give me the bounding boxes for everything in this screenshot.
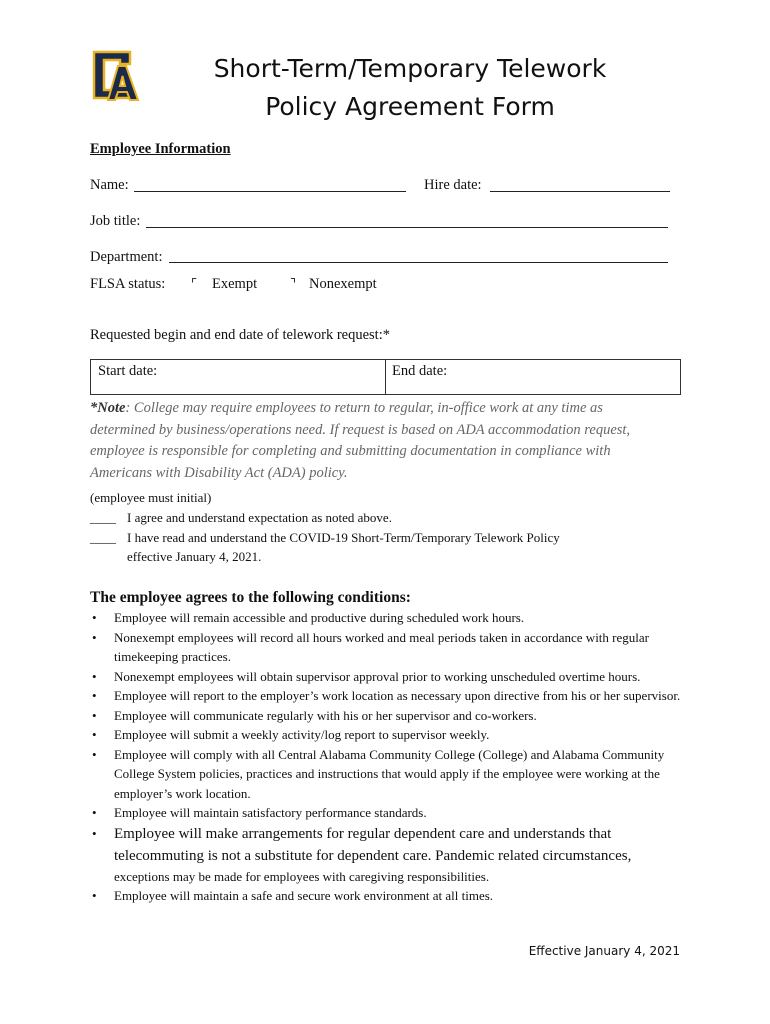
initial-item-2-line-1: I have read and understand the COVID-19 Short-Term/Temporary Telework Policy [127, 530, 560, 545]
end-date-field[interactable] [385, 359, 681, 395]
name-field[interactable] [134, 191, 406, 192]
dependent-care-line-3: exceptions may be made for employees with caregiving responsibilities. [114, 868, 490, 884]
title-line-1: Short-Term/Temporary Telework [213, 54, 607, 83]
page-title [130, 50, 690, 126]
initial-blank-2[interactable]: ____ [90, 530, 116, 545]
condition-item: • Employee will report to the employer’s work location as necessary upon directive from his or her supervisor. [90, 686, 690, 706]
job-title-label: Job title: [90, 213, 141, 229]
exempt-label: Exempt [212, 276, 258, 292]
nonexempt-checkbox[interactable]: ⌝ [290, 277, 297, 292]
initial-instruction: (employee must initial) [90, 490, 212, 505]
condition-item: • Employee will maintain satisfactory performance standards. [90, 803, 690, 823]
condition-item: • Employee will submit a weekly activity/log report to supervisor weekly. [90, 725, 690, 745]
hire-date-label: Hire date: [424, 177, 482, 193]
end-date-label: End date: [392, 363, 448, 379]
condition-item: • Employee will communicate regularly with his or her supervisor and co-workers. [90, 706, 690, 726]
initial-item-2-line-2: effective January 4, 2021. [127, 549, 262, 564]
initial-item-1: I agree and understand expectation as noted above. [127, 510, 392, 525]
condition-item: • Nonexempt employees will obtain supervisor approval prior to working unscheduled overtime hours. [90, 667, 690, 687]
exempt-checkbox[interactable]: ⌜ [191, 277, 198, 292]
conditions-heading: The employee agrees to the following conditions: [90, 589, 411, 606]
start-date-field[interactable] [90, 359, 386, 395]
date-request-prompt: Requested begin and end date of telework request:* [90, 327, 390, 343]
nonexempt-label: Nonexempt [309, 276, 377, 292]
condition-item-dependent-care [90, 823, 690, 887]
note-line-2: determined by business/operations need. If request is based on ADA accommodation request, [90, 421, 631, 438]
condition-item: • Employee will comply with all Central Alabama Community College (College) and Alabama Community College System policies, practices and instructions that would apply if the employee were working at the employer’s work location. [90, 745, 690, 804]
note-line-1: : College may require employees to return to regular, in-office work at any time as [125, 400, 603, 416]
dependent-care-line-2: telecommuting is not a substitute for dependent care. Pandemic related circumstances, [114, 847, 632, 864]
note-line-4: Americans with Disability Act (ADA) policy. [90, 464, 348, 481]
note-lead: *Note [90, 400, 126, 416]
name-label: Name: [90, 177, 129, 193]
hire-date-field[interactable] [490, 191, 670, 192]
start-date-label: Start date: [98, 363, 158, 379]
title-line-2: Policy Agreement Form [265, 92, 555, 121]
effective-date-footer: Effective January 4, 2021 [528, 944, 680, 958]
condition-item: • Employee will remain accessible and productive during scheduled work hours. [90, 608, 690, 628]
ada-note [90, 398, 700, 484]
dependent-care-line-1: • Employee will make arrangements for regular dependent care and understands that [114, 825, 612, 842]
flsa-status-label: FLSA status: [90, 276, 166, 292]
condition-item: • Employee will maintain a safe and secure work environment at all times. [90, 886, 690, 906]
employee-info-heading: Employee Information [90, 141, 231, 157]
department-label: Department: [90, 249, 163, 265]
condition-item: • Nonexempt employees will record all hours worked and meal periods taken in accordance with regular timekeeping practices. [90, 628, 690, 667]
department-field[interactable] [169, 262, 668, 263]
note-line-3: employee is responsible for completing and submitting documentation in compliance with [90, 443, 611, 459]
conditions-list [90, 608, 690, 906]
initial-blank-1[interactable]: ____ [90, 510, 116, 525]
job-title-field[interactable] [146, 227, 668, 228]
